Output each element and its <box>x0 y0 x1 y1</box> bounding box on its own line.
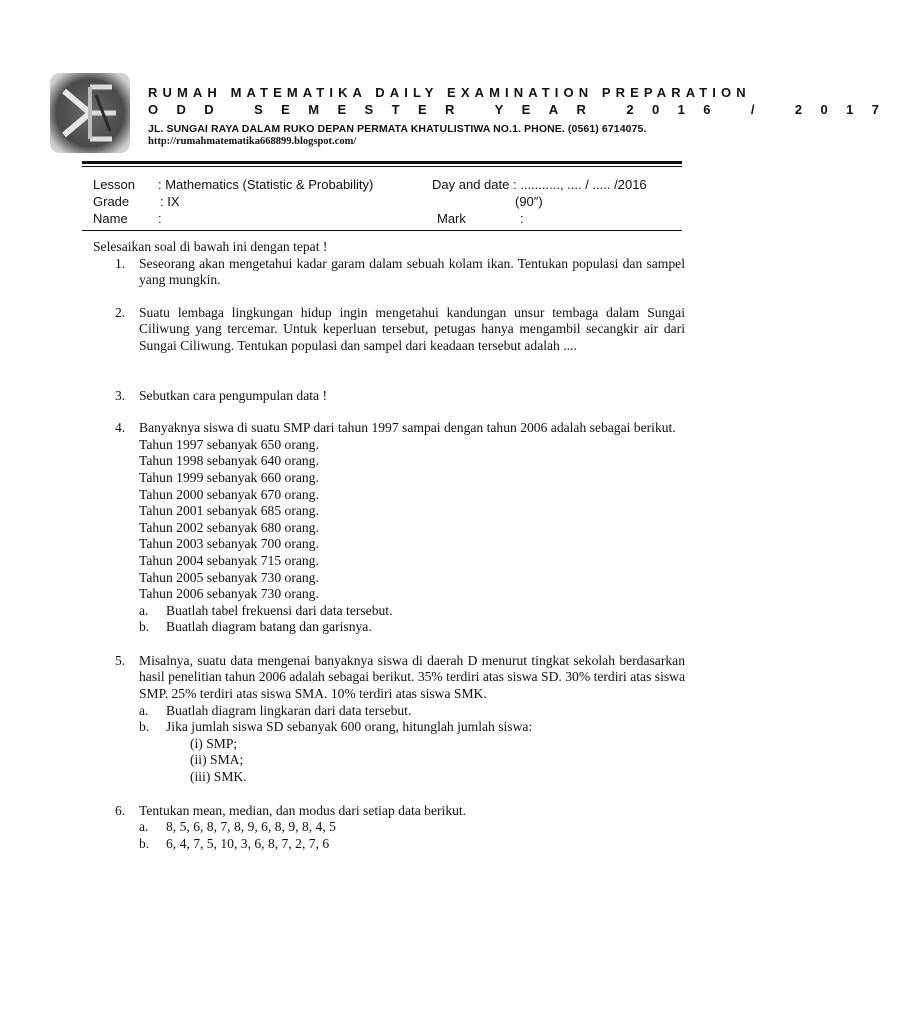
list-item: (ii) SMA; <box>190 752 244 768</box>
list-item: Tahun 2000 sebanyak 670 orang. <box>139 486 319 502</box>
mark-label: Mark <box>437 211 466 226</box>
question-3 <box>93 388 685 405</box>
question-text: Seseorang akan mengetahui kadar garam dalam sebuah kolam ikan. Tentukan populasi dan sampel yang mungkin. <box>139 255 685 288</box>
header-divider-thick <box>82 161 682 164</box>
sub-question-text: Jika jumlah siswa SD sebanyak 600 orang, hitunglah jumlah siswa: <box>166 719 533 735</box>
sub-question-a <box>139 703 685 720</box>
sub-question-a <box>139 603 685 620</box>
lesson-label: Lesson <box>93 177 135 192</box>
question-text: Misalnya, suatu data mengenai banyaknya siswa di daerah D menurut tingkat sekolah berdasarkan hasil penelitian tahun 2006 adalah sebagai berikut. 35% terdiri atas siswa SD. 30% terdiri atas siswa SMP. 25% terdiri atas siswa SMA. 10% terdiri atas siswa SMK. <box>139 652 685 702</box>
list-item: Tahun 2002 sebanyak 680 orang. <box>139 519 319 535</box>
sub-question-b <box>139 836 685 853</box>
question-1 <box>93 256 685 289</box>
mark-value: : <box>520 211 524 226</box>
name-label: Name <box>93 211 128 226</box>
question-5 <box>93 653 685 786</box>
list-item: (i) SMP; <box>190 735 238 751</box>
question-number: 2. <box>115 304 126 320</box>
header-divider-thin <box>82 166 682 167</box>
sub-question-b <box>139 719 685 785</box>
header-url[interactable]: http://rumahmatematika668899.blogspot.com/ <box>148 136 357 147</box>
grade-value: : IX <box>160 194 180 209</box>
question-number: 6. <box>115 802 126 818</box>
list-item: Tahun 1997 sebanyak 650 orang. <box>139 436 319 452</box>
question-6 <box>93 803 685 853</box>
header-address: JL. SUNGAI RAYA DALAM RUKO DEPAN PERMATA KHATULISTIWA NO.1. PHONE. (0561) 6714075. <box>148 123 647 135</box>
list-item: Tahun 2006 sebanyak 730 orang. <box>139 586 319 602</box>
question-2 <box>93 305 685 355</box>
sub-question-text: 6, 4, 7, 5, 10, 3, 6, 8, 7, 2, 7, 6 <box>166 835 330 851</box>
lesson-value: : Mathematics (Statistic & Probability) <box>158 177 374 192</box>
sub-question-b <box>139 619 685 636</box>
instruction: Selesaikan soal di bawah ini dengan tepat ! <box>93 239 328 254</box>
question-number: 3. <box>115 387 126 403</box>
question-text: Sebutkan cara pengumpulan data ! <box>139 387 327 403</box>
sub-question-letter: b. <box>139 619 150 635</box>
day-date-label: Day and date <box>432 177 510 192</box>
header-semester: ODD SEMESTER YEAR 2016 / 2017 <box>148 102 897 117</box>
question-text: Tentukan mean, median, dan modus dari setiap data berikut. <box>139 802 467 818</box>
question-text: Banyaknya siswa di suatu SMP dari tahun 1997 sampai dengan tahun 2006 adalah sebagai berikut. <box>139 420 676 436</box>
question-number: 1. <box>115 255 126 271</box>
sub-question-text: Buatlah diagram lingkaran dari data tersebut. <box>166 702 412 718</box>
duration: (90″) <box>515 194 543 209</box>
sub-question-text: Buatlah tabel frekuensi dari data tersebut. <box>166 602 393 618</box>
sub-question-letter: a. <box>139 819 149 835</box>
sub-question-a <box>139 819 685 836</box>
header-title: RUMAH MATEMATIKA DAILY EXAMINATION PREPARATION <box>148 85 751 100</box>
list-item: Tahun 2005 sebanyak 730 orang. <box>139 569 319 585</box>
question-number: 4. <box>115 420 126 436</box>
info-divider <box>82 230 682 231</box>
sub-question-letter: a. <box>139 702 149 718</box>
day-date-value: : ..........., .... / ..... /2016 <box>513 177 647 192</box>
question-4 <box>93 420 685 636</box>
exam-content <box>93 239 685 852</box>
list-item: Tahun 2003 sebanyak 700 orang. <box>139 536 319 552</box>
question-text: Suatu lembaga lingkungan hidup ingin mengetahui kandungan unsur tembaga dalam Sungai Ciliwung yang tercemar. Untuk keperluan tersebut, petugas hanya mengambil secangkir air dari Sungai Ciliwung. Tentukan populasi dan sampel dari keadaan tersebut adalah .... <box>139 304 685 353</box>
sub-question-text: 8, 5, 6, 8, 7, 8, 9, 6, 8, 9, 8, 4, 5 <box>166 819 336 835</box>
list-item: Tahun 1999 sebanyak 660 orang. <box>139 469 319 485</box>
grade-label: Grade <box>93 194 130 209</box>
question-number: 5. <box>115 652 126 668</box>
sub-question-letter: b. <box>139 719 150 735</box>
sub-question-letter: b. <box>139 835 150 851</box>
list-item: (iii) SMK. <box>190 769 247 785</box>
sub-question-letter: a. <box>139 602 149 618</box>
sub-question-text: Buatlah diagram batang dan garisnya. <box>166 619 372 635</box>
list-item: Tahun 2001 sebanyak 685 orang. <box>139 503 319 519</box>
school-logo <box>50 73 130 153</box>
list-item: Tahun 2004 sebanyak 715 orang. <box>139 552 319 568</box>
question-list <box>93 256 685 853</box>
student-data-list <box>139 437 685 603</box>
list-item: Tahun 1998 sebanyak 640 orang. <box>139 453 319 469</box>
name-value: : <box>158 211 162 226</box>
